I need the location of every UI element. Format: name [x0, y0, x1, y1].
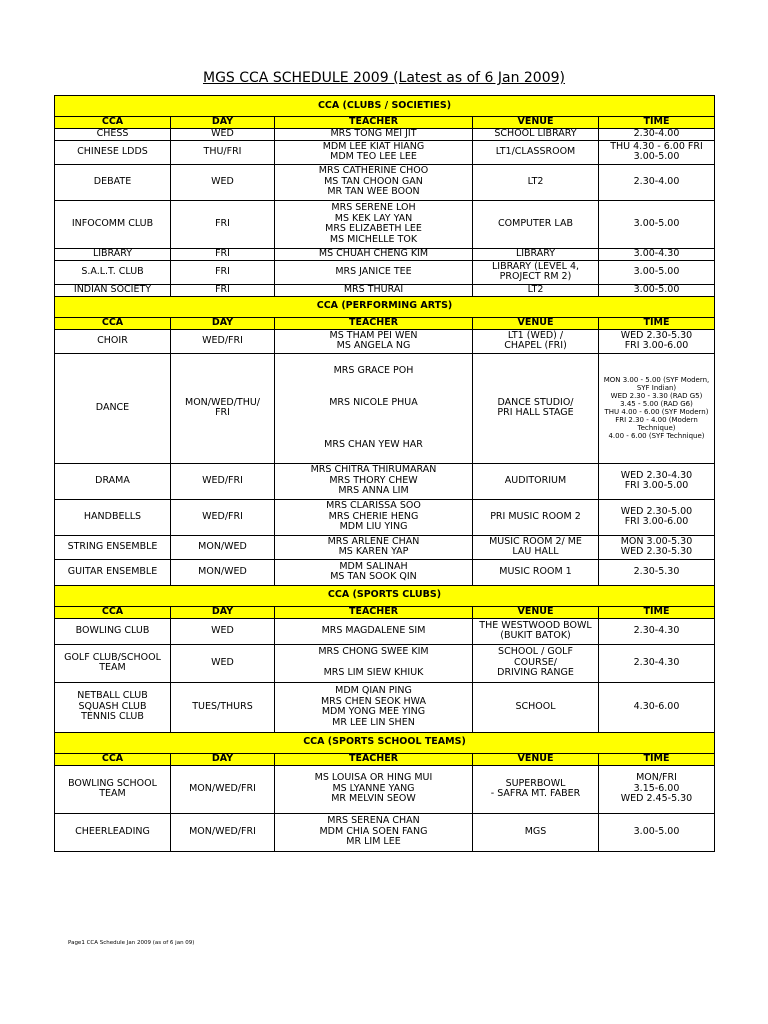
venue-cell: MUSIC ROOM 2/ ME LAU HALL: [473, 535, 599, 559]
time-cell: 3.00-4.30: [599, 248, 715, 260]
column-header-row: [55, 117, 715, 129]
page-title: MGS CCA SCHEDULE 2009 (Latest as of 6 Jan 2009): [202, 70, 565, 86]
venue-cell: LIBRARY (LEVEL 4, PROJECT RM 2): [473, 260, 599, 284]
section-header-clubs: [55, 96, 715, 117]
time-cell: 2.30-4.30: [599, 644, 715, 682]
table-row: [55, 353, 715, 463]
cca-cell: DEBATE: [55, 164, 171, 200]
teacher-cell: MS CHUAH CHENG KIM: [275, 248, 473, 260]
section-header-arts: [55, 296, 715, 317]
table-row: [55, 329, 715, 353]
teacher-cell: MDM SALINAH MS TAN SOOK QIN: [275, 559, 473, 585]
venue-cell: LT2: [473, 164, 599, 200]
teacher-cell: MRS CATHERINE CHOO MS TAN CHOON GAN MR TAN WEE BOON: [275, 164, 473, 200]
time-cell: 2.30-5.30: [599, 559, 715, 585]
day-cell: FRI: [171, 248, 275, 260]
time-cell: MON/FRI 3.15-6.00 WED 2.45-5.30: [599, 765, 715, 813]
time-cell: 2.30-4.00: [599, 129, 715, 141]
venue-cell: SCHOOL LIBRARY: [473, 129, 599, 141]
day-cell: WED: [171, 164, 275, 200]
cca-cell: HANDBELLS: [55, 499, 171, 535]
col-venue: VENUE: [473, 753, 599, 765]
time-cell: WED 2.30-5.30 FRI 3.00-6.00: [599, 329, 715, 353]
cca-cell: STRING ENSEMBLE: [55, 535, 171, 559]
time-cell: MON 3.00 - 5.00 (SYF Modern, SYF Indian) WED 2.30 - 3.30 (RAD G5) 3.45 - 5.00 (RAD G6) THU 4.00 - 6.00 (SYF Modern) FRI 2.30 - 4.00 (Modern Technique) 4.00 - 6.00 (SYF Technique): [599, 353, 715, 463]
section-header-teams: [55, 732, 715, 753]
venue-cell: THE WESTWOOD BOWL (BUKIT BATOK): [473, 618, 599, 644]
cca-cell: S.A.L.T. CLUB: [55, 260, 171, 284]
time-cell: 2.30-4.30: [599, 618, 715, 644]
day-cell: WED/FRI: [171, 499, 275, 535]
cca-cell: CHEERLEADING: [55, 813, 171, 851]
teacher-cell: MRS TONG MEI JIT: [275, 129, 473, 141]
section-header-sports: [55, 585, 715, 606]
time-cell: WED 2.30-5.00 FRI 3.00-6.00: [599, 499, 715, 535]
col-time: TIME: [599, 753, 715, 765]
cca-cell: CHINESE LDDS: [55, 140, 171, 164]
table-row: [55, 813, 715, 851]
cca-cell: CHOIR: [55, 329, 171, 353]
page-footer: Page1 CCA Schedule Jan 2009 (as of 6 jan 09): [68, 940, 195, 946]
day-cell: WED/FRI: [171, 463, 275, 499]
col-day: DAY: [171, 317, 275, 329]
venue-cell: LT1/CLASSROOM: [473, 140, 599, 164]
column-header-row: [55, 753, 715, 765]
col-venue: VENUE: [473, 317, 599, 329]
col-teacher: TEACHER: [275, 606, 473, 618]
venue-cell: SCHOOL / GOLF COURSE/ DRIVING RANGE: [473, 644, 599, 682]
venue-cell: SCHOOL: [473, 682, 599, 732]
section-title: CCA (CLUBS / SOCIETIES): [55, 96, 715, 117]
time-cell: 2.30-4.00: [599, 164, 715, 200]
teacher-cell: MRS ARLENE CHAN MS KAREN YAP: [275, 535, 473, 559]
col-day: DAY: [171, 753, 275, 765]
cca-cell: INFOCOMM CLUB: [55, 200, 171, 248]
day-cell: MON/WED: [171, 535, 275, 559]
table-row: [55, 200, 715, 248]
table-row: [55, 260, 715, 284]
col-teacher: TEACHER: [275, 117, 473, 129]
teacher-cell: MRS CHONG SWEE KIM MRS LIM SIEW KHIUK: [275, 644, 473, 682]
cca-cell: BOWLING SCHOOL TEAM: [55, 765, 171, 813]
venue-cell: LIBRARY: [473, 248, 599, 260]
time-cell: 3.00-5.00: [599, 200, 715, 248]
day-cell: WED: [171, 129, 275, 141]
section-title: CCA (SPORTS CLUBS): [55, 585, 715, 606]
time-cell: 3.00-5.00: [599, 813, 715, 851]
teacher-cell: MRS JANICE TEE: [275, 260, 473, 284]
teacher-cell: MRS GRACE POH MRS NICOLE PHUA MRS CHAN YEW HAR: [275, 353, 473, 463]
day-cell: WED: [171, 644, 275, 682]
venue-cell: COMPUTER LAB: [473, 200, 599, 248]
teacher-cell: MDM LEE KIAT HIANG MDM TEO LEE LEE: [275, 140, 473, 164]
teacher-cell: MRS MAGDALENE SIM: [275, 618, 473, 644]
cca-cell: CHESS: [55, 129, 171, 141]
cca-cell: LIBRARY: [55, 248, 171, 260]
cca-cell: DANCE: [55, 353, 171, 463]
day-cell: FRI: [171, 200, 275, 248]
table-row: [55, 559, 715, 585]
table-row: [55, 499, 715, 535]
cca-cell: NETBALL CLUB SQUASH CLUB TENNIS CLUB: [55, 682, 171, 732]
col-cca: CCA: [55, 317, 171, 329]
table-row: [55, 284, 715, 296]
time-cell: 3.00-5.00: [599, 260, 715, 284]
teacher-cell: MRS CLARISSA SOO MRS CHERIE HENG MDM LIU YING: [275, 499, 473, 535]
venue-cell: MUSIC ROOM 1: [473, 559, 599, 585]
day-cell: MON/WED/THU/ FRI: [171, 353, 275, 463]
teacher-cell: MRS SERENE LOH MS KEK LAY YAN MRS ELIZABETH LEE MS MICHELLE TOK: [275, 200, 473, 248]
col-teacher: TEACHER: [275, 753, 473, 765]
teacher-cell: MS LOUISA OR HING MUI MS LYANNE YANG MR MELVIN SEOW: [275, 765, 473, 813]
column-header-row: [55, 606, 715, 618]
time-cell: MON 3.00-5.30 WED 2.30-5.30: [599, 535, 715, 559]
day-cell: FRI: [171, 260, 275, 284]
cca-cell: INDIAN SOCIETY: [55, 284, 171, 296]
table-row: [55, 765, 715, 813]
day-cell: WED/FRI: [171, 329, 275, 353]
cca-cell: GUITAR ENSEMBLE: [55, 559, 171, 585]
col-day: DAY: [171, 606, 275, 618]
day-cell: MON/WED/FRI: [171, 765, 275, 813]
col-cca: CCA: [55, 606, 171, 618]
col-cca: CCA: [55, 117, 171, 129]
teacher-cell: MRS SERENA CHAN MDM CHIA SOEN FANG MR LIM LEE: [275, 813, 473, 851]
teacher-cell: MRS CHITRA THIRUMARAN MRS THORY CHEW MRS ANNA LIM: [275, 463, 473, 499]
section-title: CCA (PERFORMING ARTS): [55, 296, 715, 317]
col-time: TIME: [599, 606, 715, 618]
col-teacher: TEACHER: [275, 317, 473, 329]
table-row: [55, 248, 715, 260]
col-time: TIME: [599, 317, 715, 329]
cca-schedule-table: [54, 95, 715, 852]
venue-cell: MGS: [473, 813, 599, 851]
table-row: [55, 129, 715, 141]
time-cell: WED 2.30-4.30 FRI 3.00-5.00: [599, 463, 715, 499]
day-cell: MON/WED/FRI: [171, 813, 275, 851]
day-cell: TUES/THURS: [171, 682, 275, 732]
col-venue: VENUE: [473, 117, 599, 129]
venue-cell: LT2: [473, 284, 599, 296]
section-title: CCA (SPORTS SCHOOL TEAMS): [55, 732, 715, 753]
table-row: [55, 535, 715, 559]
venue-cell: AUDITORIUM: [473, 463, 599, 499]
table-row: [55, 164, 715, 200]
column-header-row: [55, 317, 715, 329]
col-cca: CCA: [55, 753, 171, 765]
day-cell: WED: [171, 618, 275, 644]
table-row: [55, 618, 715, 644]
col-time: TIME: [599, 117, 715, 129]
time-cell: 3.00-5.00: [599, 284, 715, 296]
col-day: DAY: [171, 117, 275, 129]
day-cell: THU/FRI: [171, 140, 275, 164]
time-cell: THU 4.30 - 6.00 FRI 3.00-5.00: [599, 140, 715, 164]
table-row: [55, 644, 715, 682]
teacher-cell: MS THAM PEI WEN MS ANGELA NG: [275, 329, 473, 353]
cca-cell: BOWLING CLUB: [55, 618, 171, 644]
table-row: [55, 463, 715, 499]
table-row: [55, 682, 715, 732]
day-cell: MON/WED: [171, 559, 275, 585]
venue-cell: DANCE STUDIO/ PRI HALL STAGE: [473, 353, 599, 463]
venue-cell: PRI MUSIC ROOM 2: [473, 499, 599, 535]
teacher-cell: MRS THURAI: [275, 284, 473, 296]
venue-cell: SUPERBOWL - SAFRA MT. FABER: [473, 765, 599, 813]
venue-cell: LT1 (WED) / CHAPEL (FRI): [473, 329, 599, 353]
time-cell: 4.30-6.00: [599, 682, 715, 732]
col-venue: VENUE: [473, 606, 599, 618]
table-row: [55, 140, 715, 164]
day-cell: FRI: [171, 284, 275, 296]
cca-cell: DRAMA: [55, 463, 171, 499]
teacher-cell: MDM QIAN PING MRS CHEN SEOK HWA MDM YONG MEE YING MR LEE LIN SHEN: [275, 682, 473, 732]
cca-cell: GOLF CLUB/SCHOOL TEAM: [55, 644, 171, 682]
